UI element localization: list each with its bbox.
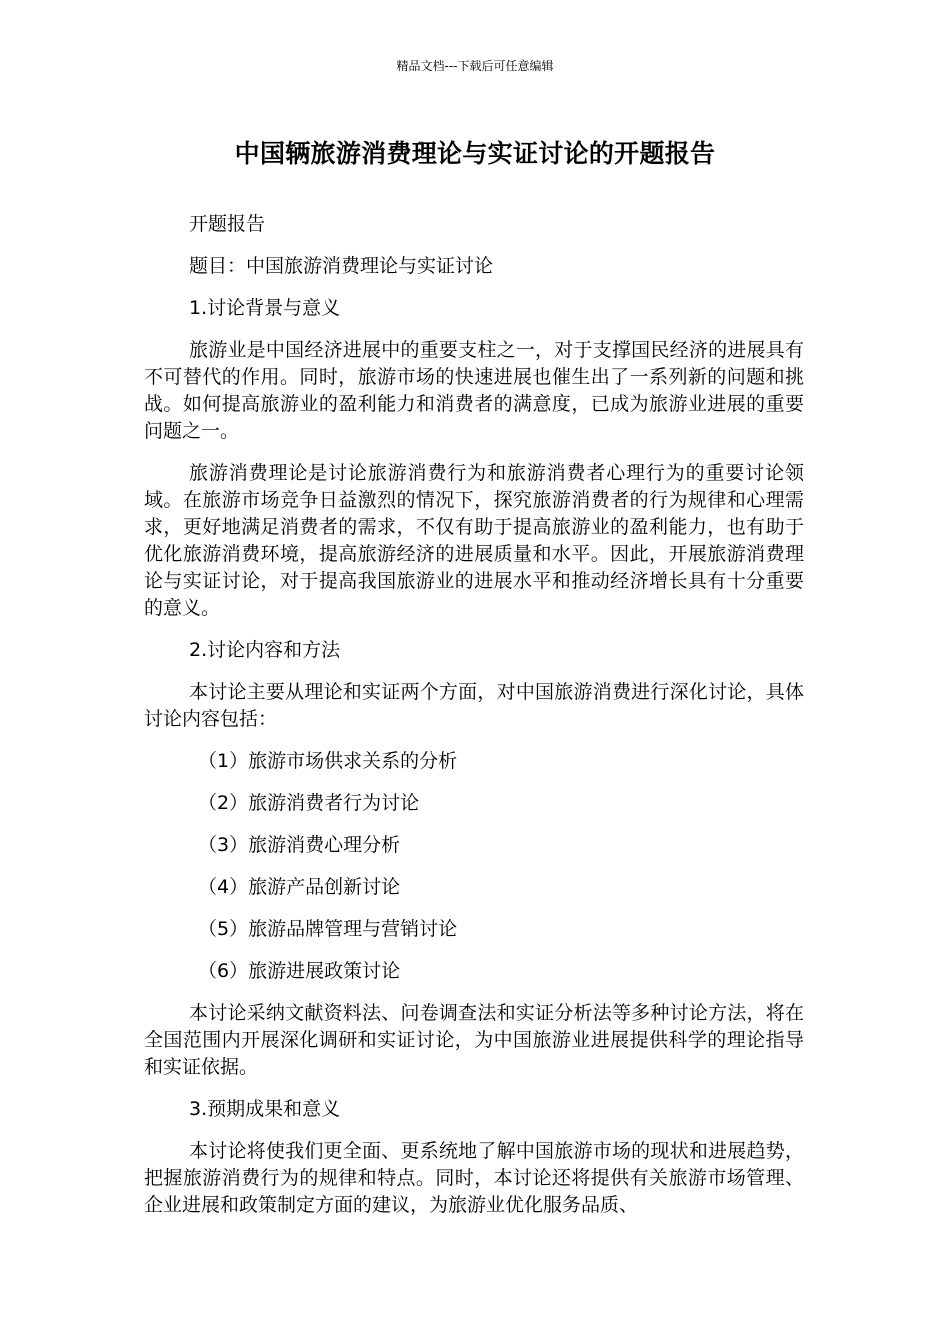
list-item: （1）旅游市场供求关系的分析 <box>198 750 458 772</box>
list-item: （3）旅游消费心理分析 <box>198 834 401 856</box>
section-2-heading: 2.讨论内容和方法 <box>189 639 341 661</box>
section-3-heading: 3.预期成果和意义 <box>189 1098 341 1120</box>
section-1-paragraph-2: 旅游消费理论是讨论旅游消费行为和旅游消费者心理行为的重要讨论领域。在旅游市场竞争日益激烈的情况下，探究旅游消费者的行为规律和心理需求，更好地满足消费者的需求，不仅有助于提高旅游业的盈利能力，也有助于优化旅游消费环境，提高旅游经济的进展质量和水平。因此，开展旅游消费理论与实证讨论，对于提高我国旅游业的进展水平和推动经济增长具有十分重要的意义。 <box>144 462 804 619</box>
list-item: （4）旅游产品创新讨论 <box>198 876 401 898</box>
report-label: 开题报告 <box>189 213 266 235</box>
topic-label: 题目：中国旅游消费理论与实证讨论 <box>189 255 494 277</box>
section-1-heading: 1.讨论背景与意义 <box>189 297 341 319</box>
document-body <box>144 211 804 1234</box>
list-item: （5）旅游品牌管理与营销讨论 <box>198 918 458 940</box>
section-2-methods: 本讨论采纳文献资料法、问卷调查法和实证分析法等多种讨论方法，将在全国范围内开展深化调研和实证讨论，为中国旅游业进展提供科学的理论指导和实证依据。 <box>144 1002 804 1078</box>
document-title: 中国辆旅游消费理论与实证讨论的开题报告 <box>234 139 716 168</box>
list-item: （6）旅游进展政策讨论 <box>198 960 401 982</box>
section-1-paragraph-1: 旅游业是中国经济进展中的重要支柱之一，对于支撑国民经济的进展具有不可替代的作用。同时，旅游市场的快速进展也催生出了一系列新的问题和挑战。如何提高旅游业的盈利能力和消费者的满意度，已成为旅游业进展的重要问题之一。 <box>144 339 804 442</box>
section-2-intro: 本讨论主要从理论和实证两个方面，对中国旅游消费进行深化讨论，具体讨论内容包括： <box>144 681 804 730</box>
header-note: 精品文档---下载后可任意编辑 <box>396 59 554 73</box>
section-3-paragraph-1: 本讨论将使我们更全面、更系统地了解中国旅游市场的现状和进展趋势，把握旅游消费行为的规律和特点。同时，本讨论还将提供有关旅游市场管理、企业进展和政策制定方面的建议，为旅游业优化服务品质、 <box>144 1140 804 1216</box>
list-item: （2）旅游消费者行为讨论 <box>198 792 420 814</box>
